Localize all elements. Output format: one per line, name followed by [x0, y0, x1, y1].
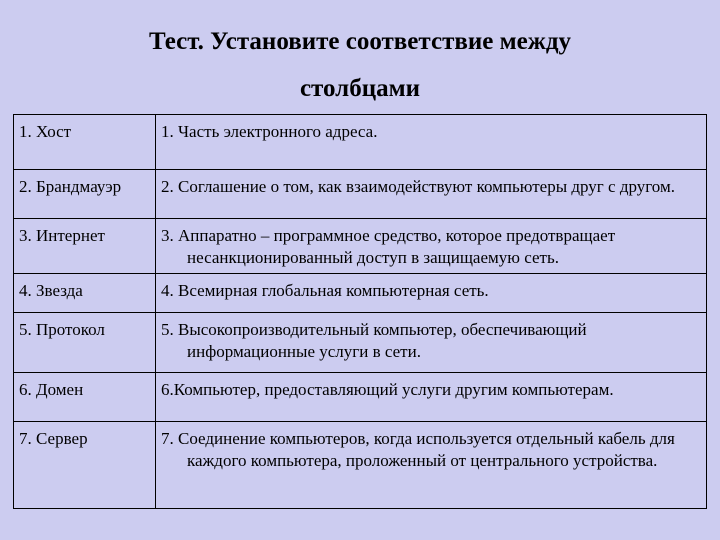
term-cell: 7. Сервер [14, 422, 156, 509]
term-cell: 5. Протокол [14, 313, 156, 373]
table-row [14, 219, 707, 274]
matching-table [13, 114, 707, 509]
term-cell: 2. Брандмауэр [14, 170, 156, 219]
term-cell: 1. Хост [14, 115, 156, 170]
table-row [14, 373, 707, 422]
table-row [14, 274, 707, 313]
definition-text: 7. Соединение компьютеров, когда используется отдельный кабель для каждого компьютера, проложенный от центрального устройства. [161, 429, 675, 470]
definition-cell [156, 219, 707, 274]
table-row [14, 313, 707, 373]
definition-cell [156, 170, 707, 219]
definition-text: 4. Всемирная глобальная компьютерная сеть. [161, 281, 489, 300]
definition-cell [156, 313, 707, 373]
term-cell: 6. Домен [14, 373, 156, 422]
definition-cell [156, 274, 707, 313]
definition-cell [156, 115, 707, 170]
page-title-continuation: столбцами [299, 75, 421, 102]
definition-text: 1. Часть электронного адреса. [161, 122, 378, 141]
page-title: Тест. Установите соответствие между [148, 28, 572, 55]
term-cell: 4. Звезда [14, 274, 156, 313]
term-cell: 3. Интернет [14, 219, 156, 274]
table-row [14, 422, 707, 509]
definition-text: 3. Аппаратно – программное средство, которое предотвращает несанкционированный доступ в защищаемую сеть. [161, 226, 616, 267]
definition-text: 6.Компьютер, предоставляющий услуги другим компьютерам. [161, 380, 614, 399]
table-row [14, 115, 707, 170]
definition-text: 5. Высокопроизводительный компьютер, обеспечивающий информационные услуги в сети. [161, 320, 587, 361]
table-row [14, 170, 707, 219]
definition-text: 2. Соглашение о том, как взаимодействуют компьютеры друг с другом. [161, 177, 675, 196]
definition-cell [156, 373, 707, 422]
definition-cell [156, 422, 707, 509]
